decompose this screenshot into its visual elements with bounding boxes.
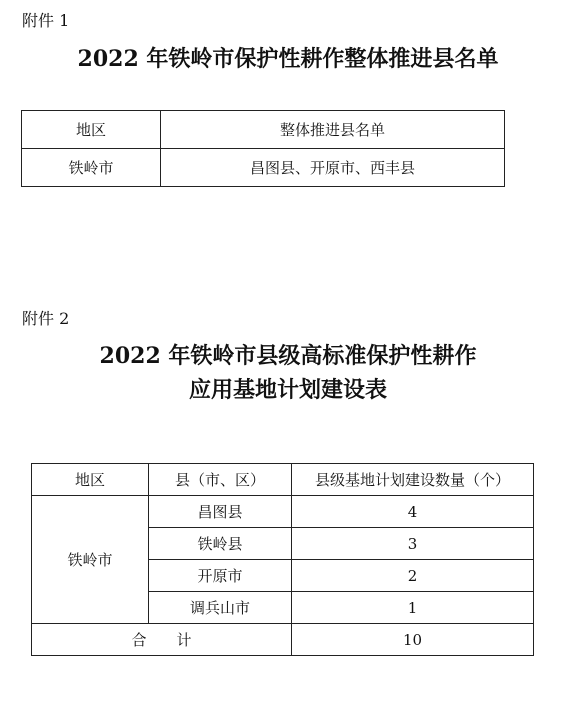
cell-county: 开原市 [149, 560, 292, 592]
table-header-row [22, 111, 505, 149]
cell-county: 昌图县 [149, 496, 292, 528]
annex2-title-line2: 应用基地计划建设表 [188, 377, 387, 403]
header-region: 地区 [32, 464, 149, 496]
annex1-label: 附件 1 [22, 11, 70, 30]
annex2-label: 附件 2 [22, 309, 70, 328]
cell-county-list: 昌图县、开原市、西丰县 [161, 149, 505, 187]
cell-count: 4 [292, 496, 534, 528]
table-total-row [32, 624, 534, 656]
table-header-row [32, 464, 534, 496]
header-region: 地区 [22, 111, 161, 149]
header-county: 县（市、区） [149, 464, 292, 496]
cell-region: 铁岭市 [22, 149, 161, 187]
annex2-title-line1: 2022 年铁岭市县级高标准保护性耕作 [99, 343, 477, 369]
annex1-table [21, 110, 505, 187]
annex2-table [31, 463, 534, 656]
total-label: 合 计 [32, 624, 292, 656]
header-base-count: 县级基地计划建设数量（个） [292, 464, 534, 496]
cell-county: 铁岭县 [149, 528, 292, 560]
table-row [32, 496, 534, 528]
cell-count: 2 [292, 560, 534, 592]
table-row [22, 149, 505, 187]
cell-region: 铁岭市 [32, 496, 149, 624]
cell-county: 调兵山市 [149, 592, 292, 624]
cell-count: 3 [292, 528, 534, 560]
annex1-title: 2022 年铁岭市保护性耕作整体推进县名单 [77, 46, 499, 72]
total-value: 10 [292, 624, 534, 656]
header-county-list: 整体推进县名单 [161, 111, 505, 149]
cell-count: 1 [292, 592, 534, 624]
